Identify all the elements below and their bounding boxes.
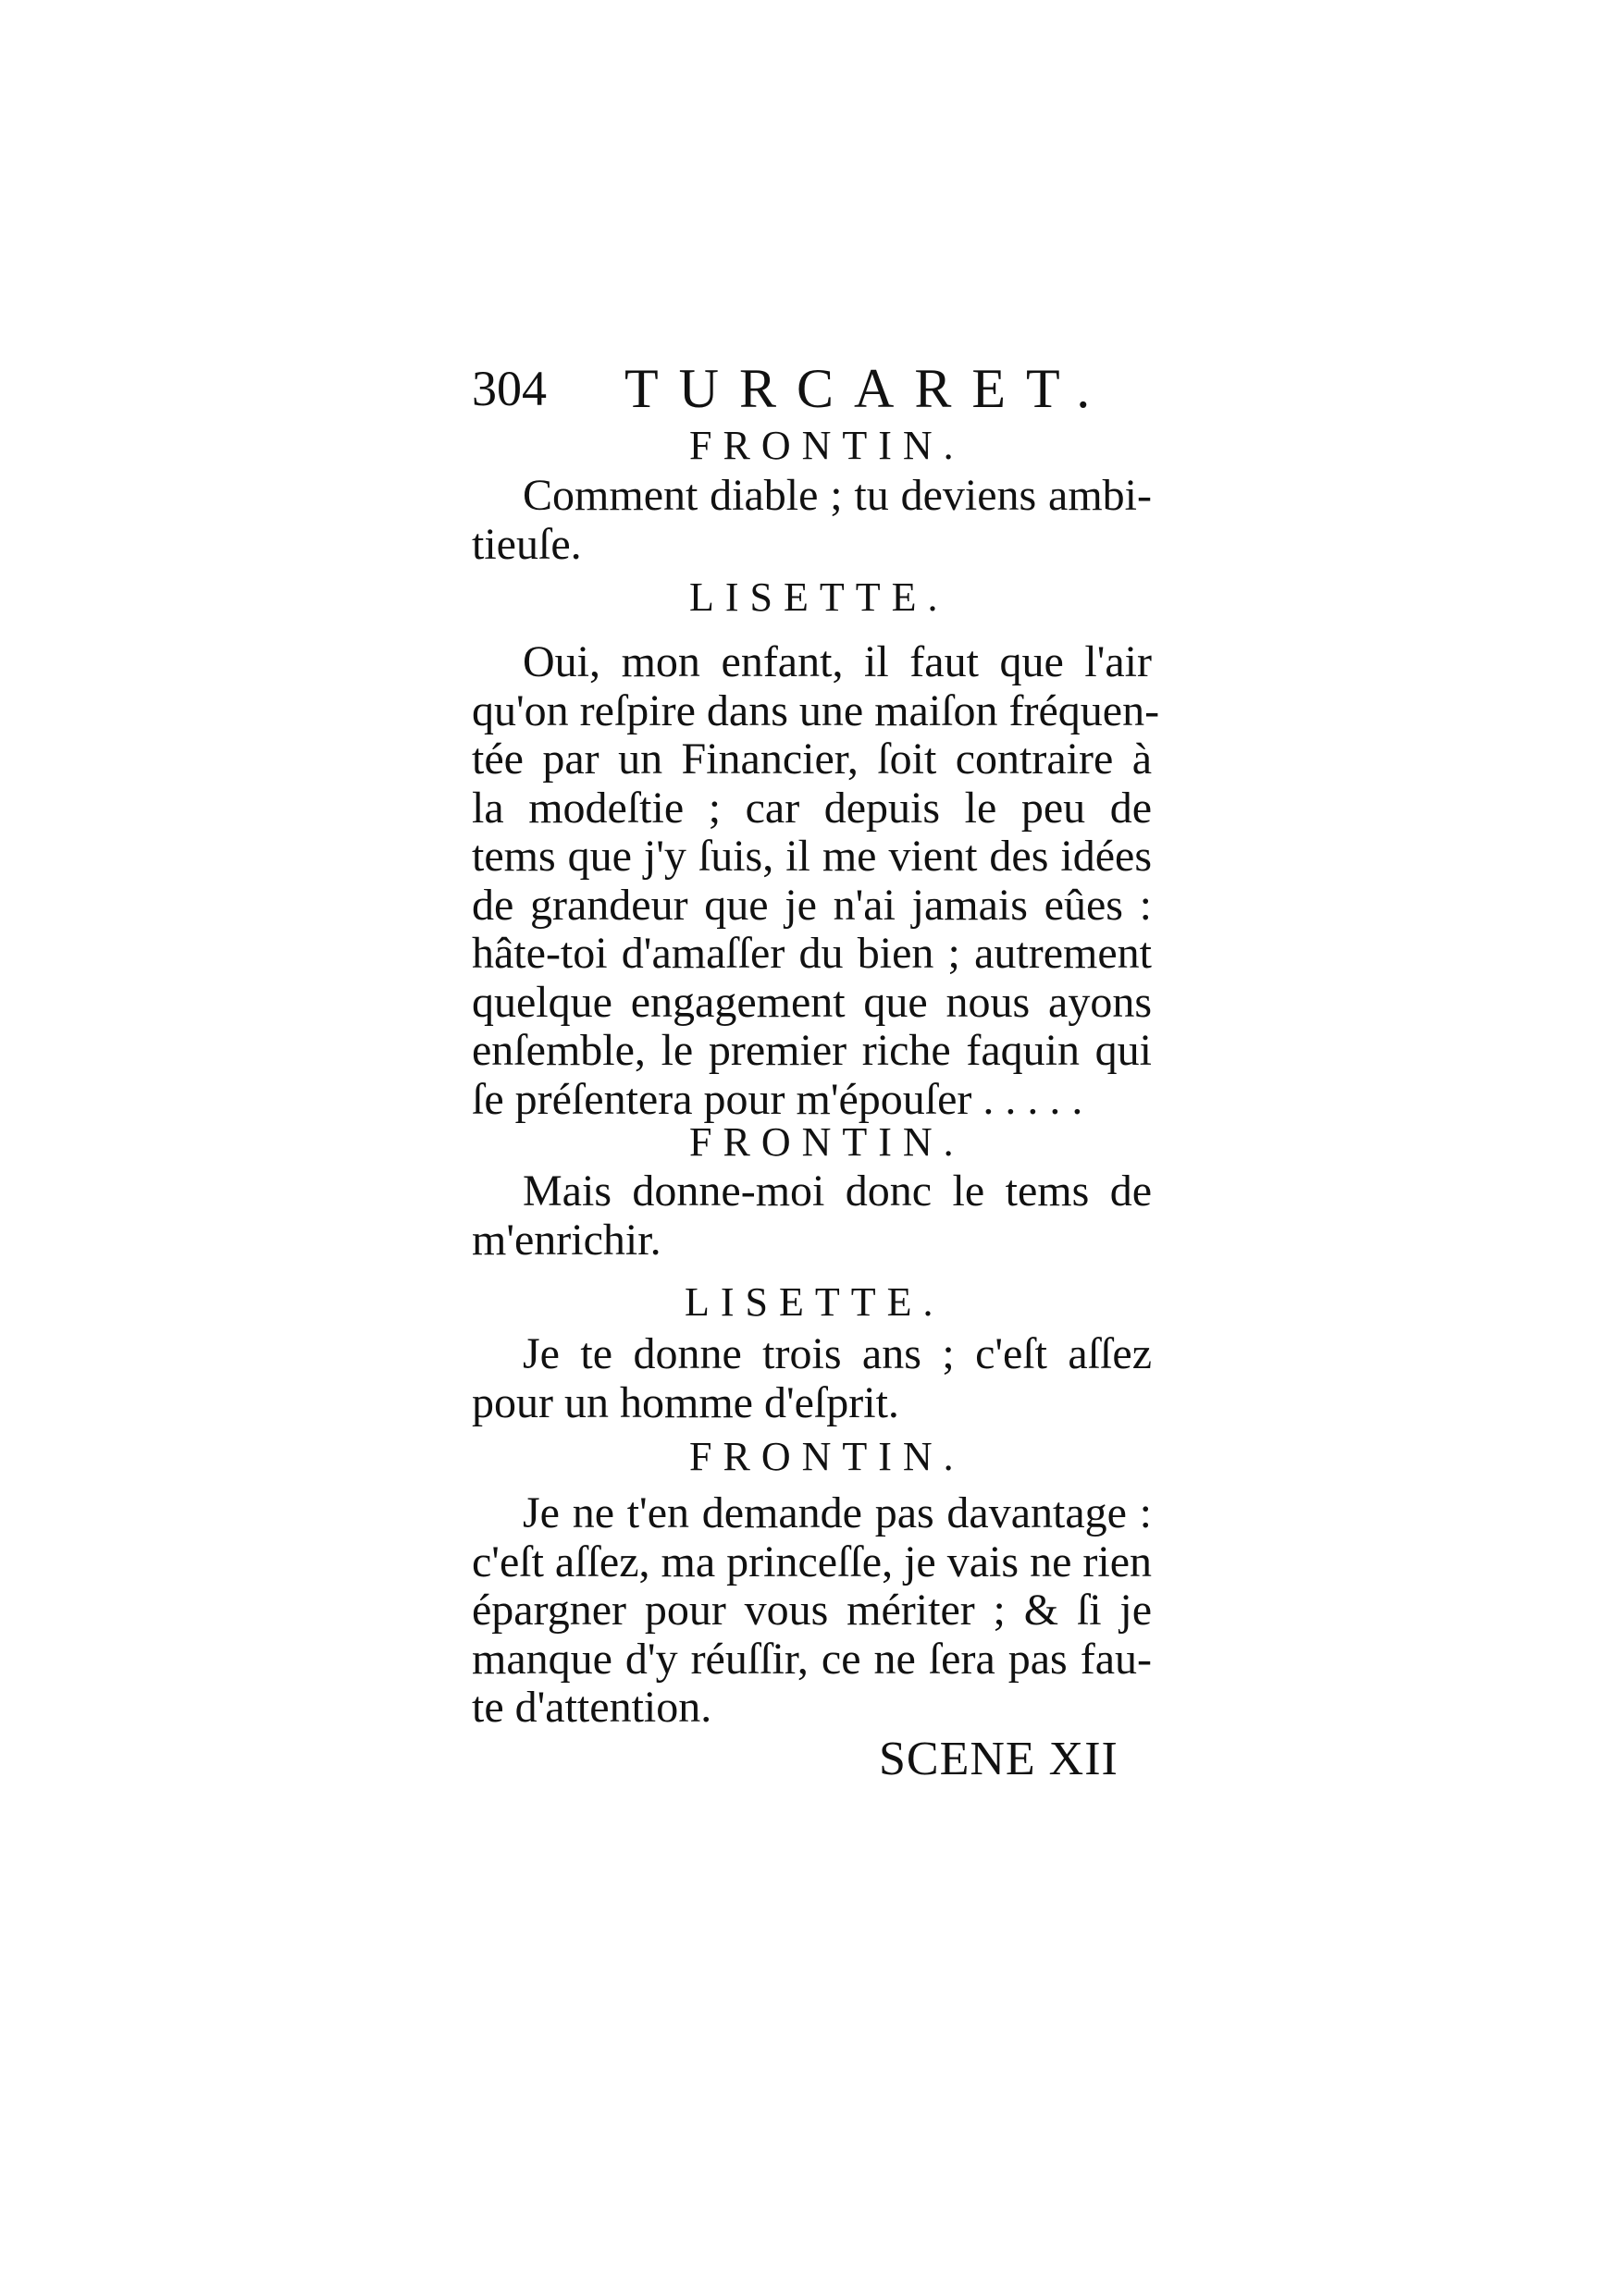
catchword: SCENE XII	[879, 1733, 1118, 1785]
text-line: de grandeur que je n'ai jamais eûes :	[472, 880, 1152, 930]
text-line: qu'on reſpire dans une maiſon fréquen-	[472, 685, 1160, 735]
text-line: c'eſt aſſez, ma princeſſe, je vais ne rien	[472, 1537, 1152, 1586]
text-line: m'enrichir.	[472, 1215, 661, 1265]
text-line: la modeſtie ; car depuis le peu de	[472, 783, 1152, 833]
page-header	[472, 356, 1138, 421]
text-line: Comment diable ; tu deviens ambi-	[523, 471, 1152, 520]
text-line: tée par un Financier, ſoit contraire à	[472, 734, 1152, 784]
text-line: te d'attention.	[472, 1683, 712, 1732]
speech-text	[472, 472, 1152, 569]
text-line: hâte-toi d'amaſſer du bien ; autrement	[472, 929, 1152, 978]
text-line: manque d'y réuſſir, ce ne ſera pas fau-	[472, 1634, 1152, 1684]
text-line: tems que j'y ſuis, il me vient des idées	[472, 832, 1152, 881]
speech-text	[472, 1330, 1152, 1427]
text-line: Je te donne trois ans ; c'eſt aſſez	[523, 1329, 1152, 1378]
speaker-name: FRONTIN.	[689, 1434, 965, 1479]
text-line: pour un homme d'eſprit.	[472, 1377, 899, 1427]
text-line: épargner pour vous mériter ; & ſi je	[472, 1586, 1152, 1635]
text-line: Je ne t'en demande pas davantage :	[523, 1488, 1152, 1537]
text-line: quelque engagement que nous ayons	[472, 977, 1152, 1027]
text-line: Oui, mon enfant, il faut que l'air	[523, 637, 1152, 686]
text-line: ſe préſentera pour m'épouſer . . . . .	[472, 1074, 1083, 1124]
text-line: Mais donne-moi donc le tems de	[523, 1167, 1152, 1216]
speech-text	[472, 637, 1160, 1124]
speaker-name: FRONTIN.	[689, 423, 965, 468]
speaker-name: LISETTE.	[689, 574, 949, 620]
speaker-name: FRONTIN.	[689, 1119, 965, 1165]
speaker-name: LISETTE.	[685, 1279, 945, 1325]
page-number: 304	[472, 361, 547, 416]
text-line: tieuſe.	[472, 519, 582, 569]
speech-text	[472, 1489, 1152, 1733]
running-title: TURCARET.	[624, 358, 1111, 419]
speech-text	[472, 1167, 1152, 1265]
text-line: enſemble, le premier riche faquin qui	[472, 1026, 1152, 1075]
